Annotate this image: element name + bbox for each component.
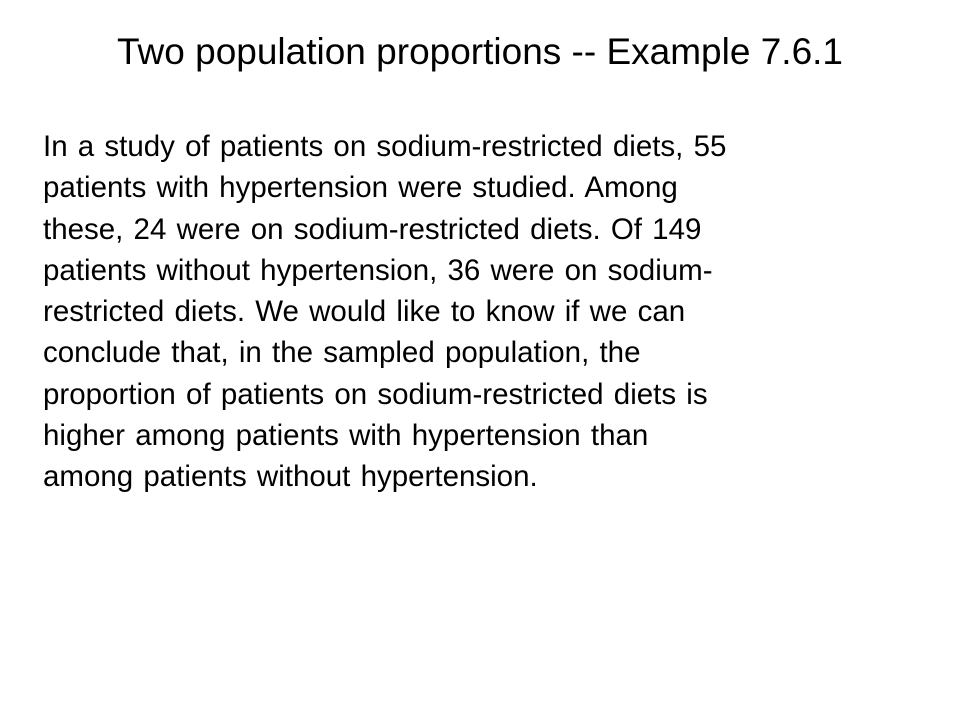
body-line: restricted diets. We would like to know if we can [43, 295, 686, 329]
body-line: conclude that, in the sampled population, the [43, 336, 641, 370]
body-line: higher among patients with hypertension than [43, 419, 649, 453]
body-line: patients with hypertension were studied. Among [43, 171, 678, 205]
body-line: among patients without hypertension. [43, 460, 538, 494]
body-line: In a study of patients on sodium-restricted diets, 55 [43, 130, 727, 163]
body-line: these, 24 were on sodium-restricted diets. Of 149 [43, 212, 702, 246]
body-line: patients without hypertension, 36 were on sodium- [43, 253, 713, 287]
slide-body [43, 126, 923, 498]
body-line: proportion of patients on sodium-restricted diets is [43, 377, 708, 411]
slide-title: Two population proportions -- Example 7.6.1 [116, 31, 844, 72]
